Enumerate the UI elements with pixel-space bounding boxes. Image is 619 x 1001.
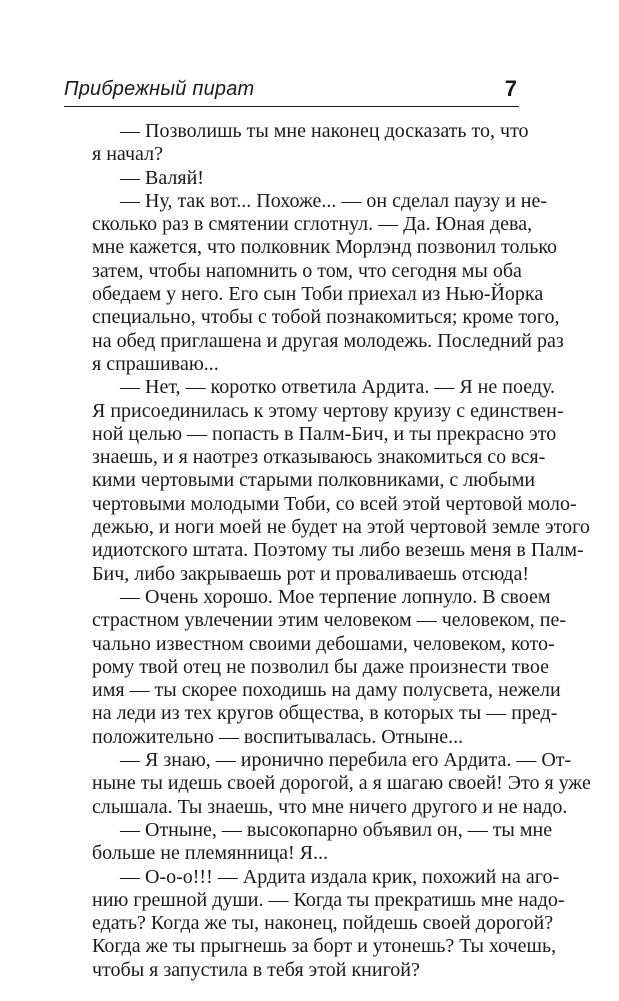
text-line: — Валяй! — [120, 166, 204, 189]
text-line: на леди из тех кругов общества, в которых ты — пред- — [92, 702, 558, 725]
text-line: ныне ты идешь своей дорогой, а я шагаю своей! Это я уже — [92, 772, 591, 795]
paragraph — [64, 167, 519, 190]
text-line: на обед приглашена и другая молодежь. Последний раз — [92, 329, 564, 352]
text-line: — Отныне, — высокопарно объявил он, — ты мне — [120, 818, 553, 841]
paragraph — [64, 585, 567, 749]
paragraph — [64, 120, 529, 167]
text-line: — О-о-о!!! — Ардита издала крик, похожий на аго- — [120, 865, 560, 888]
text-line: я спрашиваю... — [92, 352, 219, 375]
text-line: я начал? — [92, 143, 163, 166]
text-line: идиотского штата. Поэтому ты либо везешь меня в Палм- — [92, 539, 584, 562]
paragraph — [64, 376, 590, 586]
text-line: Когда же ты прыгнешь за борт и утонешь? Ты хочешь, — [92, 935, 557, 958]
text-line: — Я знаю, — иронично перебила его Ардита. — От- — [120, 749, 572, 772]
text-line: слышала. Ты знаешь, что мне ничего другого и не надо. — [92, 795, 568, 818]
text-line: нию грешной души. — Когда ты прекратишь мне надо- — [92, 888, 565, 911]
paragraph — [64, 749, 591, 819]
text-line: ной целью — попасть в Палм-Бич, и ты прекрасно это — [92, 422, 557, 445]
text-line: обедаем у него. Его сын Тоби приехал из Нью-Йорка — [92, 283, 544, 306]
text-line: Я присоединилась к этому чертову круизу с единствен- — [92, 399, 564, 422]
paragraph — [64, 189, 564, 376]
text-line: чертовыми молодыми Тоби, со всей этой чертовой моло- — [92, 492, 577, 515]
text-line: затем, чтобы напомнить о том, что сегодня мы оба — [92, 259, 522, 282]
text-line: положительно — воспитывалась. Отныне... — [92, 725, 464, 748]
text-line: — Ну, так вот... Похоже... — он сделал паузу и не- — [120, 189, 548, 212]
page-number: 7 — [504, 76, 517, 101]
text-line: — Очень хорошо. Мое терпение лопнуло. В своем — [120, 585, 551, 608]
text-line: — Нет, — коротко ответила Ардита. — Я не поеду. — [120, 376, 555, 399]
book-title: Прибрежный пират — [64, 78, 255, 100]
text-line: чтобы я запустила в тебя этой книгой? — [92, 958, 420, 981]
text-line: сколько раз в смятении сглотнул. — Да. Юная дева, — [92, 213, 533, 236]
text-line: рому твой отец не позволил бы даже произнести твое — [92, 655, 549, 678]
text-line: имя — ты скорее походишь на даму полусвета, нежели — [92, 679, 561, 702]
text-line: Бич, либо закрываешь рот и проваливаешь отсюда! — [92, 562, 529, 585]
running-header — [64, 76, 519, 107]
paragraph — [64, 818, 553, 866]
body-text — [64, 120, 591, 982]
text-line: больше не племянница! Я... — [92, 842, 328, 865]
text-line: едать? Когда же ты, наконец, пойдешь своей дорогой? — [92, 912, 554, 935]
text-line: специально, чтобы с тобой познакомиться; кроме того, — [92, 306, 560, 329]
text-line: знаешь, и я наотрез отказываюсь знакомиться со вся- — [92, 446, 546, 469]
text-line: кими чертовыми старыми полковниками, с любыми — [92, 469, 536, 492]
text-line: чально известном своими дебошами, человеком, кото- — [92, 632, 555, 655]
text-line: дежью, и ноги моей не будет на этой чертовой земле этого — [92, 516, 590, 539]
paragraph — [64, 865, 565, 982]
text-line: страстном увлечении этим человеком — человеком, пе- — [92, 609, 567, 632]
text-line: — Позволишь ты мне наконец досказать то, что — [120, 120, 529, 142]
text-line: мне кажется, что полковник Морлэнд позвонил только — [92, 236, 558, 259]
